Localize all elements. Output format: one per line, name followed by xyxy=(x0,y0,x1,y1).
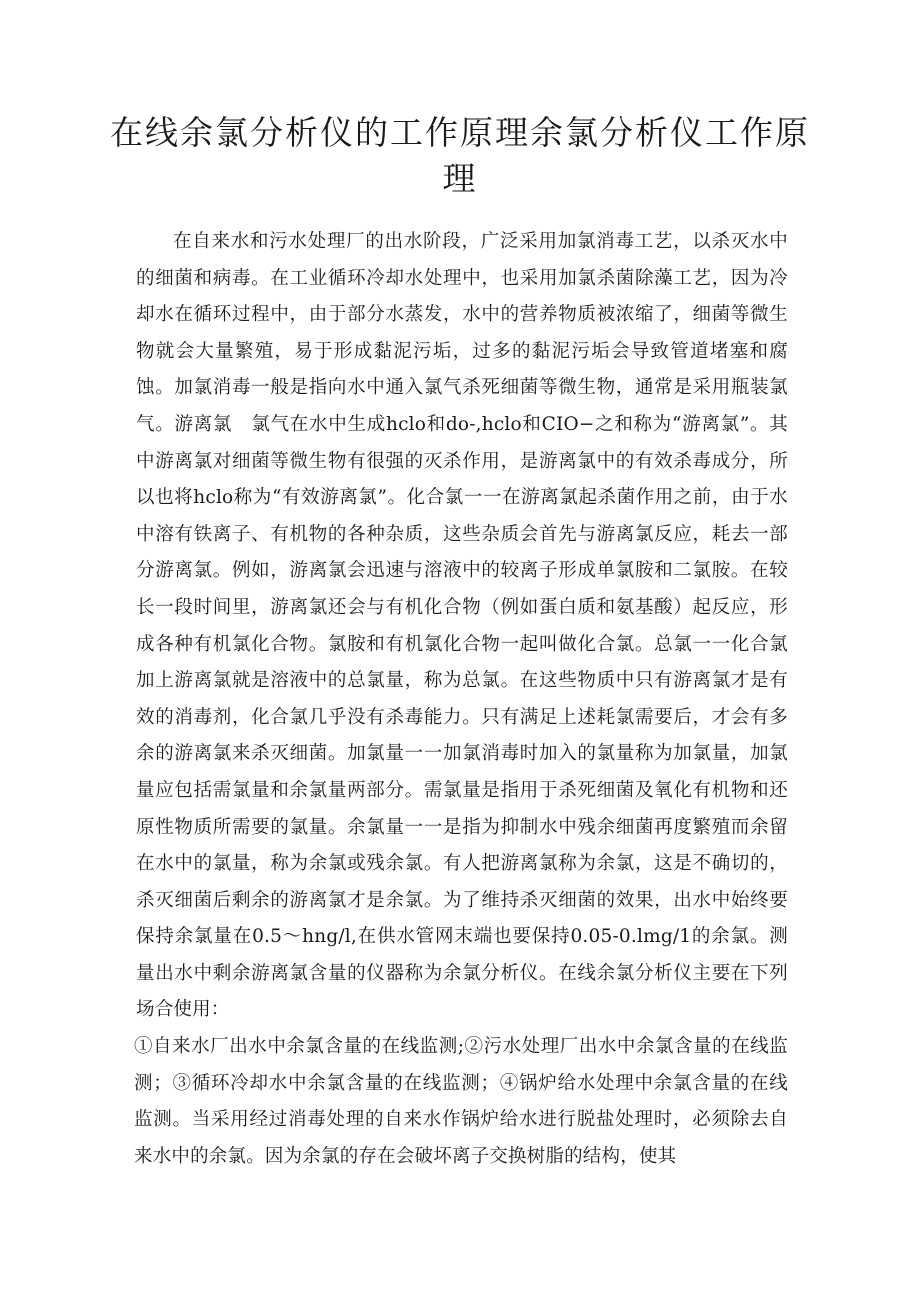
paragraph-intro: 在自来水和污水处理厂的出水阶段，广泛采用加氯消毒工艺，以杀灭水中的细菌和病毒。在工业循环冷却水处理中，也采用加氯杀菌除藻工艺，因为冷却水在循环过程中，由于部分水蒸发，水中的营养物质被浓缩了，细菌等微生物就会大量繁殖，易于形成黏泥污垢，过多的黏泥污垢会导致管道堵塞和腐蚀。加氯消毒一般是指向水中通入氯气杀死细菌等微生物，通常是采用瓶装氯气。游离氯 氯气在水中生成hclo和do-,hclo和CIO−之和称为“游离氯”。其中游离氯对细菌等微生物有很强的灭杀作用，是游离氯中的有效杀毒成分，所以也将hclo称为“有效游离氯”。化合氯一一在游离氯起杀菌作用之前，由于水中溶有铁离子、有机物的各种杂质，这些杂质会首先与游离氯反应，耗去一部分游离氯。例如，游离氯会迅速与溶液中的较离子形成单氯胺和二氯胺。在较长一段时间里，游离氯还会与有机化合物（例如蛋白质和氨基酸）起反应，形成各种有机氯化合物。氯胺和有机氯化合物一起叫做化合氯。总氯一一化合氯加上游离氯就是溶液中的总氯量，称为总氯。在这些物质中只有游离氯才是有效的消毒剂，化合氯几乎没有杀毒能力。只有满足上述耗氯需要后，才会有多余的游离氯来杀灭细菌。加氯量一一加氯消毒时加入的氯量称为加氯量，加氯量应包括需氯量和余氯量两部分。需氯量是指用于杀死细菌及氧化有机物和还原性物质所需要的氯量。余氯量一一是指为抑制水中残余细菌再度繁殖而余留在水中的氯量，称为余氯或残余氯。有人把游离氯称为余氯，这是不确切的，杀灭细菌后剩余的游离氯才是余氯。为了维持杀灭细菌的效果，出水中始终要保持余氯量在0.5～hng/l,在供水管网末端也要保持0.05-0.lmg/1的余氯。测量出水中剩余游离氯含量的仪器称为余氯分析仪。在线余氯分析仪主要在下列场合使用： xyxy=(136,231,788,1021)
paragraph-applications: ①自来水厂出水中余氯含量的在线监测;②污水处理厂出水中余氯含量的在线监测；③循环冷却水中余氯含量的在线监测；④锅炉给水处理中余氯含量的在线监测。当采用经过消毒处理的自来水作锅炉给水进行脱盐处理时，必须除去自来水中的余氯。因为余氯的存在会破坏离子交换树脂的结构，使其 xyxy=(134,1036,788,1167)
document-body xyxy=(136,224,788,1175)
document-title: 在线余氯分析仪的工作原理余氯分析仪工作原理 xyxy=(110,113,810,198)
